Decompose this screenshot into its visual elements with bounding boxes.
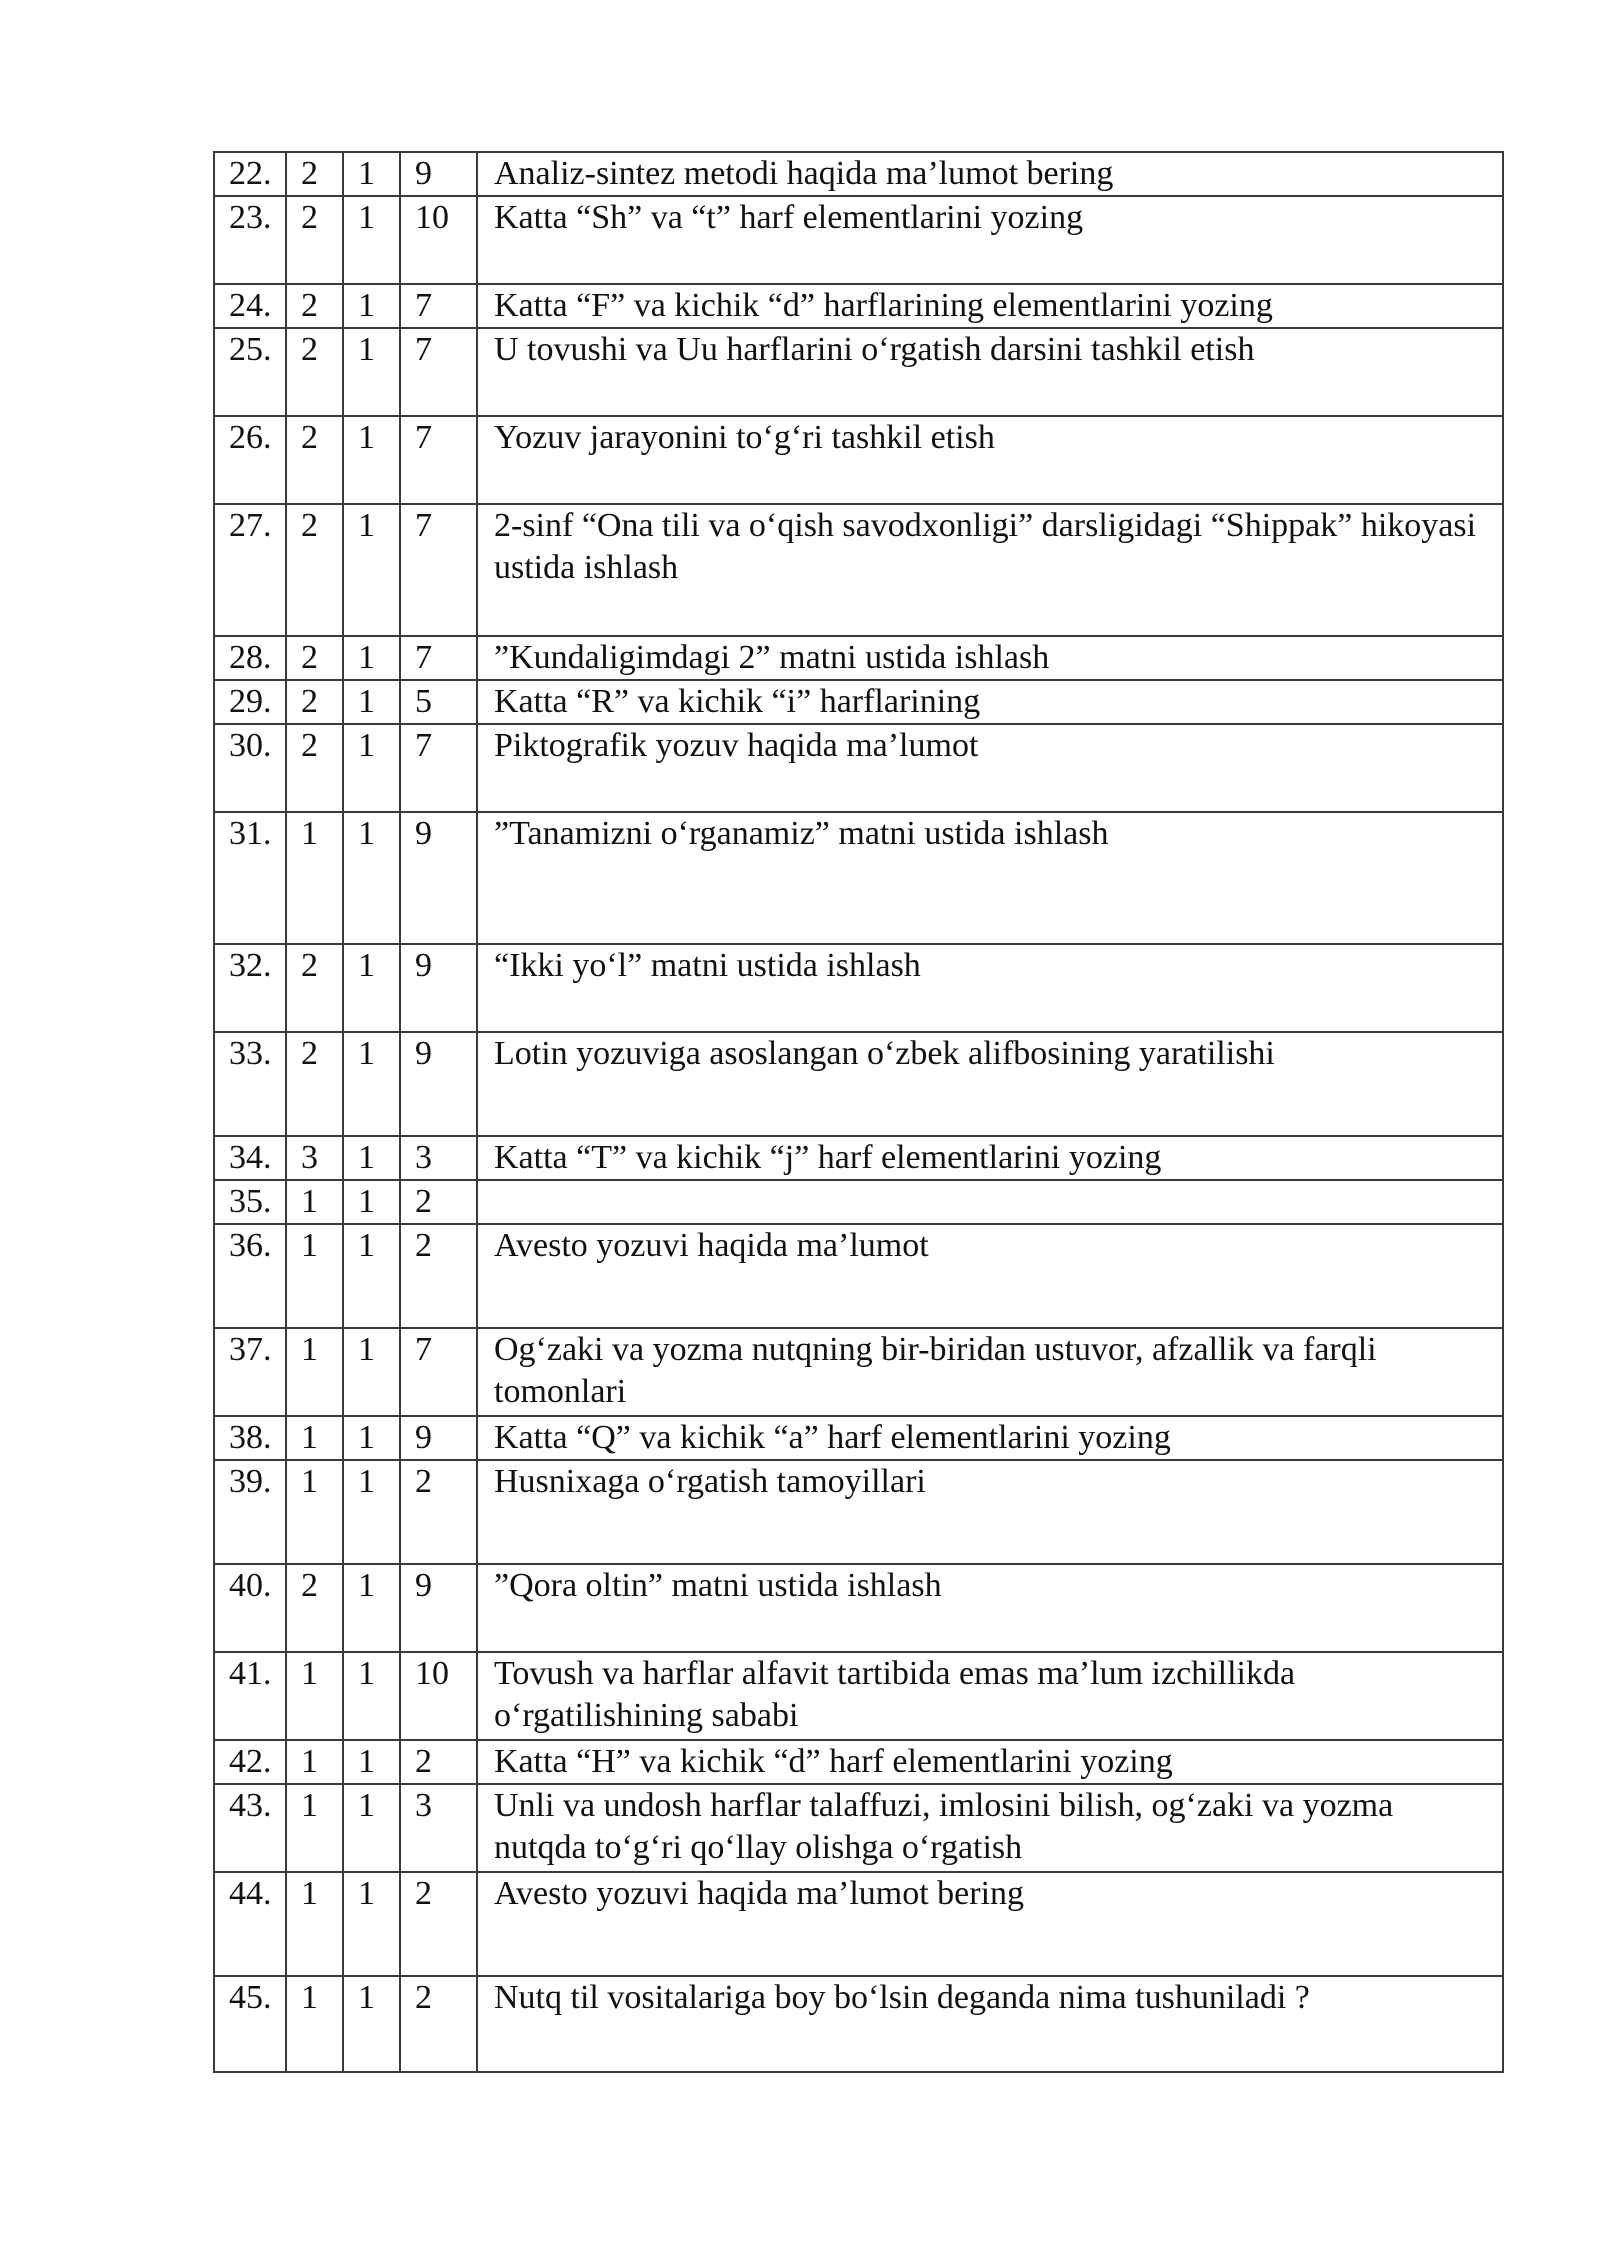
col-c-cell: 10 [400, 196, 477, 284]
table-row [214, 1460, 1503, 1564]
col-b-cell: 1 [343, 1032, 400, 1136]
row-number-cell: 43. [214, 1784, 286, 1872]
col-b-cell: 1 [343, 284, 400, 328]
table-row [214, 1032, 1503, 1136]
row-number-cell: 27. [214, 504, 286, 636]
col-a-cell: 2 [286, 328, 343, 416]
col-c-cell: 9 [400, 1564, 477, 1652]
row-number-cell: 41. [214, 1652, 286, 1740]
row-number-cell: 29. [214, 680, 286, 724]
col-a-cell: 2 [286, 284, 343, 328]
row-number-cell: 36. [214, 1224, 286, 1328]
col-b-cell: 1 [343, 1136, 400, 1180]
col-c-cell: 2 [400, 1224, 477, 1328]
col-a-cell: 1 [286, 1740, 343, 1784]
row-number-cell: 23. [214, 196, 286, 284]
col-c-cell: 9 [400, 1032, 477, 1136]
row-number-cell: 28. [214, 636, 286, 680]
col-a-cell: 1 [286, 1416, 343, 1460]
table-row [214, 1224, 1503, 1328]
table-row [214, 1564, 1503, 1652]
question-text-cell: ”Qora oltin” matni ustida ishlash [477, 1564, 1503, 1652]
question-text-cell: ”Tanamizni o‘rganamiz” matni ustida ishlash [477, 812, 1503, 944]
question-text-cell: Nutq til vositalariga boy bo‘lsin deganda nima tushuniladi ? [477, 1976, 1503, 2072]
question-text-cell: Avesto yozuvi haqida ma’lumot bering [477, 1872, 1503, 1976]
col-c-cell: 10 [400, 1652, 477, 1740]
question-text-cell: U tovushi va Uu harflarini o‘rgatish darsini tashkil etish [477, 328, 1503, 416]
col-c-cell: 5 [400, 680, 477, 724]
row-number-cell: 34. [214, 1136, 286, 1180]
col-b-cell: 1 [343, 328, 400, 416]
table-row [214, 944, 1503, 1032]
col-b-cell: 1 [343, 812, 400, 944]
col-c-cell: 9 [400, 812, 477, 944]
row-number-cell: 45. [214, 1976, 286, 2072]
col-a-cell: 2 [286, 724, 343, 812]
row-number-cell: 22. [214, 152, 286, 196]
question-text-cell: Katta “H” va kichik “d” harf elementlarini yozing [477, 1740, 1503, 1784]
question-text-cell: Katta “Q” va kichik “a” harf elementlarini yozing [477, 1416, 1503, 1460]
col-a-cell: 2 [286, 680, 343, 724]
row-number-cell: 33. [214, 1032, 286, 1136]
col-a-cell: 2 [286, 944, 343, 1032]
col-a-cell: 2 [286, 636, 343, 680]
col-c-cell: 7 [400, 724, 477, 812]
table-row [214, 152, 1503, 196]
col-a-cell: 2 [286, 1564, 343, 1652]
col-a-cell: 2 [286, 1032, 343, 1136]
col-a-cell: 3 [286, 1136, 343, 1180]
col-a-cell: 2 [286, 416, 343, 504]
col-a-cell: 1 [286, 812, 343, 944]
row-number-cell: 42. [214, 1740, 286, 1784]
row-number-cell: 32. [214, 944, 286, 1032]
col-a-cell: 2 [286, 152, 343, 196]
col-c-cell: 9 [400, 944, 477, 1032]
col-b-cell: 1 [343, 680, 400, 724]
question-text-cell: Katta “T” va kichik “j” harf elementlarini yozing [477, 1136, 1503, 1180]
col-a-cell: 1 [286, 1652, 343, 1740]
row-number-cell: 24. [214, 284, 286, 328]
question-text-cell: Lotin yozuviga asoslangan o‘zbek alifbosining yaratilishi [477, 1032, 1503, 1136]
row-number-cell: 30. [214, 724, 286, 812]
question-text-cell: Avesto yozuvi haqida ma’lumot [477, 1224, 1503, 1328]
col-c-cell: 9 [400, 1416, 477, 1460]
question-text-cell: ”Kundaligimdagi 2” matni ustida ishlash [477, 636, 1503, 680]
row-number-cell: 26. [214, 416, 286, 504]
question-text-cell: Katta “Sh” va “t” harf elementlarini yozing [477, 196, 1503, 284]
table-row [214, 680, 1503, 724]
table-row [214, 1740, 1503, 1784]
col-a-cell: 1 [286, 1224, 343, 1328]
row-number-cell: 39. [214, 1460, 286, 1564]
col-b-cell: 1 [343, 1564, 400, 1652]
col-b-cell: 1 [343, 1652, 400, 1740]
question-text-cell: 2-sinf “Ona tili va o‘qish savodxonligi” darsligidagi “Shippak” hikoyasi ustida ishlash [477, 504, 1503, 636]
question-text-cell: Katta “F” va kichik “d” harflarining elementlarini yozing [477, 284, 1503, 328]
question-text-cell [477, 1180, 1503, 1224]
row-number-cell: 35. [214, 1180, 286, 1224]
col-b-cell: 1 [343, 944, 400, 1032]
question-text-cell: Unli va undosh harflar talaffuzi, imlosini bilish, og‘zaki va yozma nutqda to‘g‘ri qo‘llay olishga o‘rgatish [477, 1784, 1503, 1872]
table-row [214, 504, 1503, 636]
table-row [214, 196, 1503, 284]
col-a-cell: 1 [286, 1872, 343, 1976]
col-b-cell: 1 [343, 504, 400, 636]
question-text-cell: Tovush va harflar alfavit tartibida emas ma’lum izchillikda o‘rgatilishining sababi [477, 1652, 1503, 1740]
col-c-cell: 2 [400, 1740, 477, 1784]
row-number-cell: 40. [214, 1564, 286, 1652]
row-number-cell: 25. [214, 328, 286, 416]
col-b-cell: 1 [343, 1740, 400, 1784]
table-row [214, 328, 1503, 416]
table-row [214, 636, 1503, 680]
col-c-cell: 7 [400, 1328, 477, 1416]
col-b-cell: 1 [343, 416, 400, 504]
col-a-cell: 2 [286, 196, 343, 284]
row-number-cell: 44. [214, 1872, 286, 1976]
table-row [214, 1180, 1503, 1224]
col-c-cell: 7 [400, 504, 477, 636]
table-row [214, 1872, 1503, 1976]
col-b-cell: 1 [343, 1224, 400, 1328]
row-number-cell: 38. [214, 1416, 286, 1460]
table-row [214, 1784, 1503, 1872]
table-row [214, 1416, 1503, 1460]
col-b-cell: 1 [343, 1328, 400, 1416]
col-b-cell: 1 [343, 636, 400, 680]
question-text-cell: Katta “R” va kichik “i” harflarining [477, 680, 1503, 724]
col-b-cell: 1 [343, 1416, 400, 1460]
col-c-cell: 3 [400, 1136, 477, 1180]
table-row [214, 724, 1503, 812]
question-text-cell: “Ikki yo‘l” matni ustida ishlash [477, 944, 1503, 1032]
col-c-cell: 2 [400, 1872, 477, 1976]
question-text-cell: Analiz-sintez metodi haqida ma’lumot bering [477, 152, 1503, 196]
col-a-cell: 1 [286, 1976, 343, 2072]
table-row [214, 1136, 1503, 1180]
table-row [214, 416, 1503, 504]
col-b-cell: 1 [343, 1784, 400, 1872]
table-row [214, 284, 1503, 328]
col-c-cell: 2 [400, 1180, 477, 1224]
col-a-cell: 2 [286, 504, 343, 636]
col-b-cell: 1 [343, 152, 400, 196]
col-b-cell: 1 [343, 1872, 400, 1976]
col-c-cell: 2 [400, 1460, 477, 1564]
table-row [214, 1652, 1503, 1740]
col-c-cell: 7 [400, 416, 477, 504]
col-a-cell: 1 [286, 1784, 343, 1872]
col-b-cell: 1 [343, 196, 400, 284]
col-b-cell: 1 [343, 1180, 400, 1224]
questions-table-body [214, 152, 1503, 2072]
col-c-cell: 9 [400, 152, 477, 196]
question-text-cell: Piktografik yozuv haqida ma’lumot [477, 724, 1503, 812]
col-b-cell: 1 [343, 724, 400, 812]
col-b-cell: 1 [343, 1976, 400, 2072]
questions-table [213, 151, 1504, 2073]
question-text-cell: Husnixaga o‘rgatish tamoyillari [477, 1460, 1503, 1564]
table-row [214, 1976, 1503, 2072]
question-text-cell: Og‘zaki va yozma nutqning bir-biridan ustuvor, afzallik va farqli tomonlari [477, 1328, 1503, 1416]
table-row [214, 1328, 1503, 1416]
col-c-cell: 7 [400, 328, 477, 416]
col-a-cell: 1 [286, 1328, 343, 1416]
col-c-cell: 7 [400, 284, 477, 328]
col-c-cell: 7 [400, 636, 477, 680]
col-a-cell: 1 [286, 1460, 343, 1564]
col-a-cell: 1 [286, 1180, 343, 1224]
col-c-cell: 3 [400, 1784, 477, 1872]
question-text-cell: Yozuv jarayonini to‘g‘ri tashkil etish [477, 416, 1503, 504]
col-b-cell: 1 [343, 1460, 400, 1564]
row-number-cell: 31. [214, 812, 286, 944]
col-c-cell: 2 [400, 1976, 477, 2072]
table-row [214, 812, 1503, 944]
row-number-cell: 37. [214, 1328, 286, 1416]
